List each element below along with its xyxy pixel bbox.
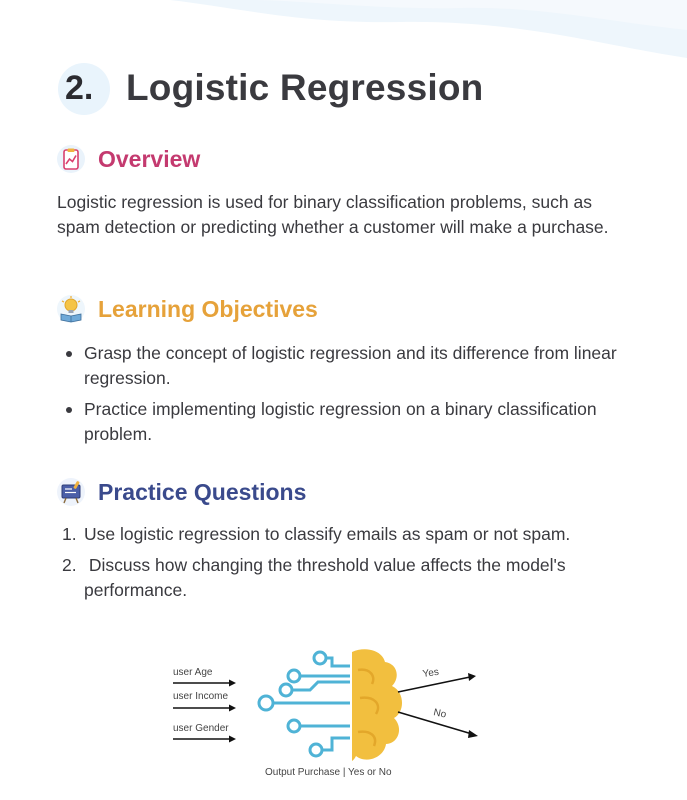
bullet-icon bbox=[66, 407, 72, 413]
overview-heading bbox=[56, 144, 200, 174]
brain-icon bbox=[352, 649, 402, 761]
list-item bbox=[62, 397, 632, 447]
objective-text: Practice implementing logistic regression on a binary classification problem. bbox=[84, 399, 597, 444]
item-number: 2. bbox=[62, 555, 77, 575]
arrowhead-icon bbox=[229, 736, 236, 743]
output-label-no: No bbox=[432, 707, 448, 721]
arrowhead-icon bbox=[229, 680, 236, 687]
objectives-list bbox=[62, 341, 632, 453]
diagram-caption: Output Purchase | Yes or No bbox=[265, 767, 392, 778]
input-label-gender: user Gender bbox=[173, 723, 229, 734]
overview-text: Logistic regression is used for binary classification problems, such as spam detection or predicting whether a customer will make a purchase. bbox=[57, 192, 609, 237]
practice-list bbox=[62, 522, 652, 609]
input-label-income: user Income bbox=[173, 691, 229, 702]
logistic-regression-diagram bbox=[160, 640, 540, 790]
objectives-title: Learning Objectives bbox=[98, 295, 318, 322]
chalkboard-icon bbox=[56, 477, 86, 507]
arrowhead-icon bbox=[468, 730, 478, 738]
bullet-icon bbox=[66, 351, 72, 357]
input-label-age: user Age bbox=[173, 667, 213, 678]
output-arrow bbox=[398, 677, 470, 692]
objective-text: Grasp the concept of logistic regression and its difference from linear regression. bbox=[84, 343, 617, 388]
practice-text: Discuss how changing the threshold value affects the model's performance. bbox=[84, 555, 571, 600]
list-item bbox=[62, 341, 632, 391]
objectives-heading bbox=[56, 294, 318, 324]
list-item bbox=[62, 553, 652, 603]
page-title bbox=[58, 58, 483, 118]
practice-heading bbox=[56, 477, 306, 507]
circuit-icon bbox=[259, 652, 350, 756]
practice-title: Practice Questions bbox=[98, 478, 307, 505]
item-number: 1. bbox=[62, 524, 77, 544]
practice-text: Use logistic regression to classify emails as spam or not spam. bbox=[84, 524, 571, 544]
arrowhead-icon bbox=[468, 673, 476, 681]
title-number-badge bbox=[58, 61, 112, 115]
output-label-yes: Yes bbox=[421, 666, 440, 680]
overview-title: Overview bbox=[98, 145, 201, 172]
header-wave-decoration bbox=[0, 0, 687, 60]
arrowhead-icon bbox=[229, 705, 236, 712]
title-text: Logistic Regression bbox=[126, 67, 484, 108]
lightbulb-book-icon bbox=[56, 294, 86, 324]
list-item bbox=[62, 522, 652, 547]
title-number: 2. bbox=[65, 69, 94, 107]
clipboard-chart-icon bbox=[56, 144, 86, 174]
